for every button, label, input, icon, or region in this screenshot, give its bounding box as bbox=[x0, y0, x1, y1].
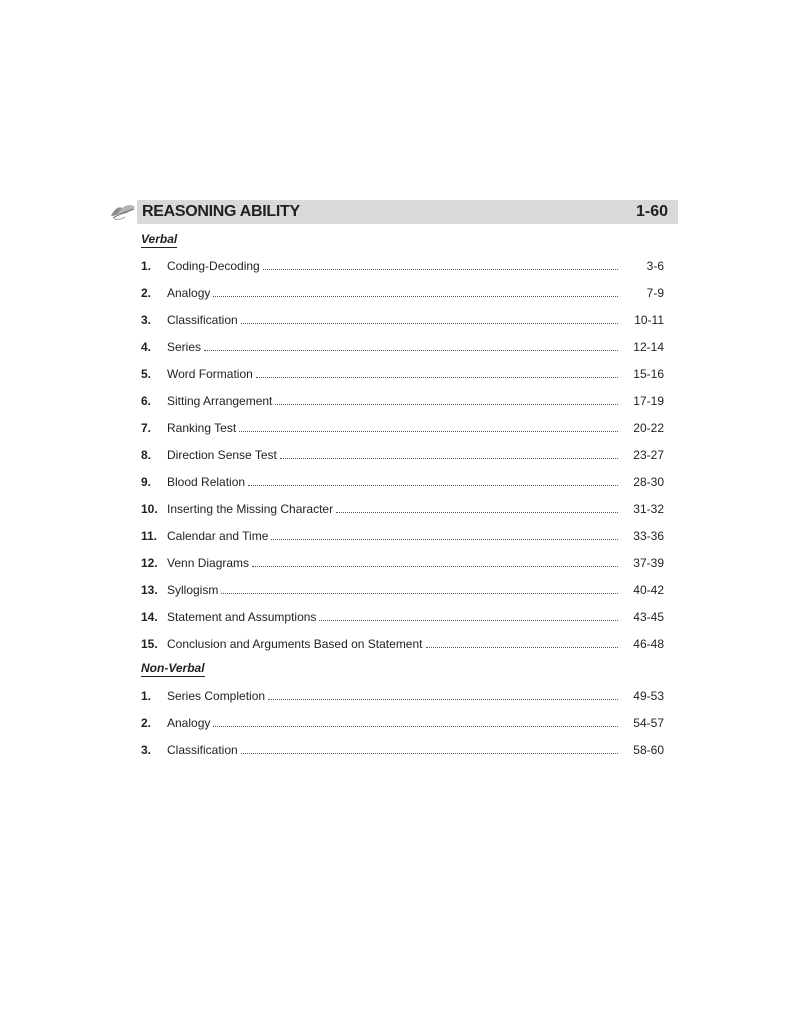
toc-entry-pages: 17-19 bbox=[633, 394, 664, 408]
toc-entry[interactable] bbox=[141, 340, 664, 367]
dot-leader bbox=[263, 259, 618, 270]
toc-entry-pages: 54-57 bbox=[633, 716, 664, 730]
toc-entry-title: Ranking Test bbox=[167, 421, 237, 435]
toc-entry-pages: 3-6 bbox=[646, 259, 664, 273]
dot-leader bbox=[275, 394, 618, 405]
toc-entry[interactable] bbox=[141, 502, 664, 529]
toc-entry-number: 11. bbox=[141, 529, 158, 543]
toc-entry-title: Series Completion bbox=[167, 689, 266, 703]
toc-entry-number: 3. bbox=[141, 743, 152, 757]
toc-entry-pages: 46-48 bbox=[633, 637, 664, 651]
toc-entry[interactable] bbox=[141, 259, 664, 286]
toc-entry-number: 6. bbox=[141, 394, 152, 408]
toc-entry-number: 15. bbox=[141, 637, 158, 651]
toc-entry-number: 5. bbox=[141, 367, 152, 381]
toc-entry-number: 1. bbox=[141, 259, 152, 273]
section-page-range: 1-60 bbox=[635, 203, 668, 220]
toc-entry-number: 4. bbox=[141, 340, 152, 354]
toc-entry[interactable] bbox=[141, 475, 664, 502]
toc-entry-title: Venn Diagrams bbox=[167, 556, 250, 570]
dot-leader bbox=[221, 583, 618, 594]
toc-entry-pages: 12-14 bbox=[633, 340, 664, 354]
toc-list-verbal bbox=[141, 259, 664, 664]
toc-entry-number: 9. bbox=[141, 475, 152, 489]
toc-entry-title: Direction Sense Test bbox=[167, 448, 277, 462]
toc-entry[interactable] bbox=[141, 448, 664, 475]
dot-leader bbox=[252, 556, 618, 567]
dot-leader bbox=[213, 716, 618, 727]
toc-entry-number: 3. bbox=[141, 313, 152, 327]
leaf-icon bbox=[110, 201, 136, 223]
dot-leader bbox=[213, 286, 618, 297]
toc-entry-pages: 40-42 bbox=[633, 583, 664, 597]
toc-entry[interactable] bbox=[141, 367, 664, 394]
dot-leader bbox=[336, 502, 618, 513]
toc-entry[interactable] bbox=[141, 637, 664, 664]
toc-entry-pages: 15-16 bbox=[633, 367, 664, 381]
toc-entry-pages: 31-32 bbox=[633, 502, 664, 516]
toc-entry-number: 2. bbox=[141, 286, 152, 300]
toc-entry[interactable] bbox=[141, 556, 664, 583]
toc-list-non-verbal bbox=[141, 689, 664, 770]
toc-entry-pages: 20-22 bbox=[633, 421, 664, 435]
toc-entry-pages: 58-60 bbox=[633, 743, 664, 757]
dot-leader bbox=[204, 340, 618, 351]
toc-entry-pages: 10-11 bbox=[634, 313, 664, 327]
toc-entry-title: Coding-Decoding bbox=[167, 259, 260, 273]
toc-entry-title: Statement and Assumptions bbox=[167, 610, 317, 624]
toc-entry-pages: 7-9 bbox=[646, 286, 664, 300]
toc-entry[interactable] bbox=[141, 743, 664, 770]
toc-entry-number: 8. bbox=[141, 448, 152, 462]
toc-entry-pages: 43-45 bbox=[633, 610, 664, 624]
dot-leader bbox=[319, 610, 618, 621]
dot-leader bbox=[426, 637, 619, 648]
toc-entry[interactable] bbox=[141, 529, 664, 556]
toc-entry[interactable] bbox=[141, 716, 664, 743]
dot-leader bbox=[271, 529, 618, 540]
toc-entry-number: 2. bbox=[141, 716, 152, 730]
toc-entry-title: Conclusion and Arguments Based on Statement bbox=[167, 637, 423, 651]
toc-entry[interactable] bbox=[141, 421, 664, 448]
toc-entry-title: Sitting Arrangement bbox=[167, 394, 273, 408]
dot-leader bbox=[241, 743, 618, 754]
toc-entry-number: 13. bbox=[141, 583, 158, 597]
subsection-heading-verbal: Verbal bbox=[141, 232, 178, 246]
toc-entry-number: 14. bbox=[141, 610, 158, 624]
section-title: REASONING ABILITY bbox=[142, 203, 300, 220]
subsection-heading-non-verbal: Non-Verbal bbox=[141, 661, 205, 675]
toc-entry-number: 1. bbox=[141, 689, 152, 703]
toc-entry-title: Blood Relation bbox=[167, 475, 246, 489]
toc-entry-title: Calendar and Time bbox=[167, 529, 269, 543]
dot-leader bbox=[268, 689, 618, 700]
toc-entry[interactable] bbox=[141, 583, 664, 610]
toc-entry-number: 7. bbox=[141, 421, 152, 435]
toc-entry-title: Analogy bbox=[167, 716, 211, 730]
dot-leader bbox=[241, 313, 618, 324]
toc-entry-title: Classification bbox=[167, 313, 238, 327]
dot-leader bbox=[280, 448, 618, 459]
toc-entry-pages: 23-27 bbox=[633, 448, 664, 462]
toc-entry-title: Word Formation bbox=[167, 367, 253, 381]
toc-entry-number: 10. bbox=[141, 502, 158, 516]
toc-entry[interactable] bbox=[141, 394, 664, 421]
dot-leader bbox=[248, 475, 618, 486]
toc-entry-pages: 28-30 bbox=[633, 475, 664, 489]
toc-entry-title: Analogy bbox=[167, 286, 211, 300]
toc-entry-pages: 33-36 bbox=[633, 529, 664, 543]
toc-entry-pages: 37-39 bbox=[633, 556, 664, 570]
toc-entry-title: Syllogism bbox=[167, 583, 219, 597]
toc-entry[interactable] bbox=[141, 610, 664, 637]
toc-entry-title: Series bbox=[167, 340, 202, 354]
toc-entry[interactable] bbox=[141, 313, 664, 340]
toc-entry[interactable] bbox=[141, 286, 664, 313]
toc-entry-title: Inserting the Missing Character bbox=[167, 502, 334, 516]
toc-entry-number: 12. bbox=[141, 556, 158, 570]
dot-leader bbox=[256, 367, 618, 378]
section-header bbox=[110, 200, 678, 224]
toc-entry-title: Classification bbox=[167, 743, 238, 757]
toc-entry[interactable] bbox=[141, 689, 664, 716]
dot-leader bbox=[239, 421, 618, 432]
toc-entry-pages: 49-53 bbox=[633, 689, 664, 703]
section-header-bar bbox=[137, 200, 678, 224]
